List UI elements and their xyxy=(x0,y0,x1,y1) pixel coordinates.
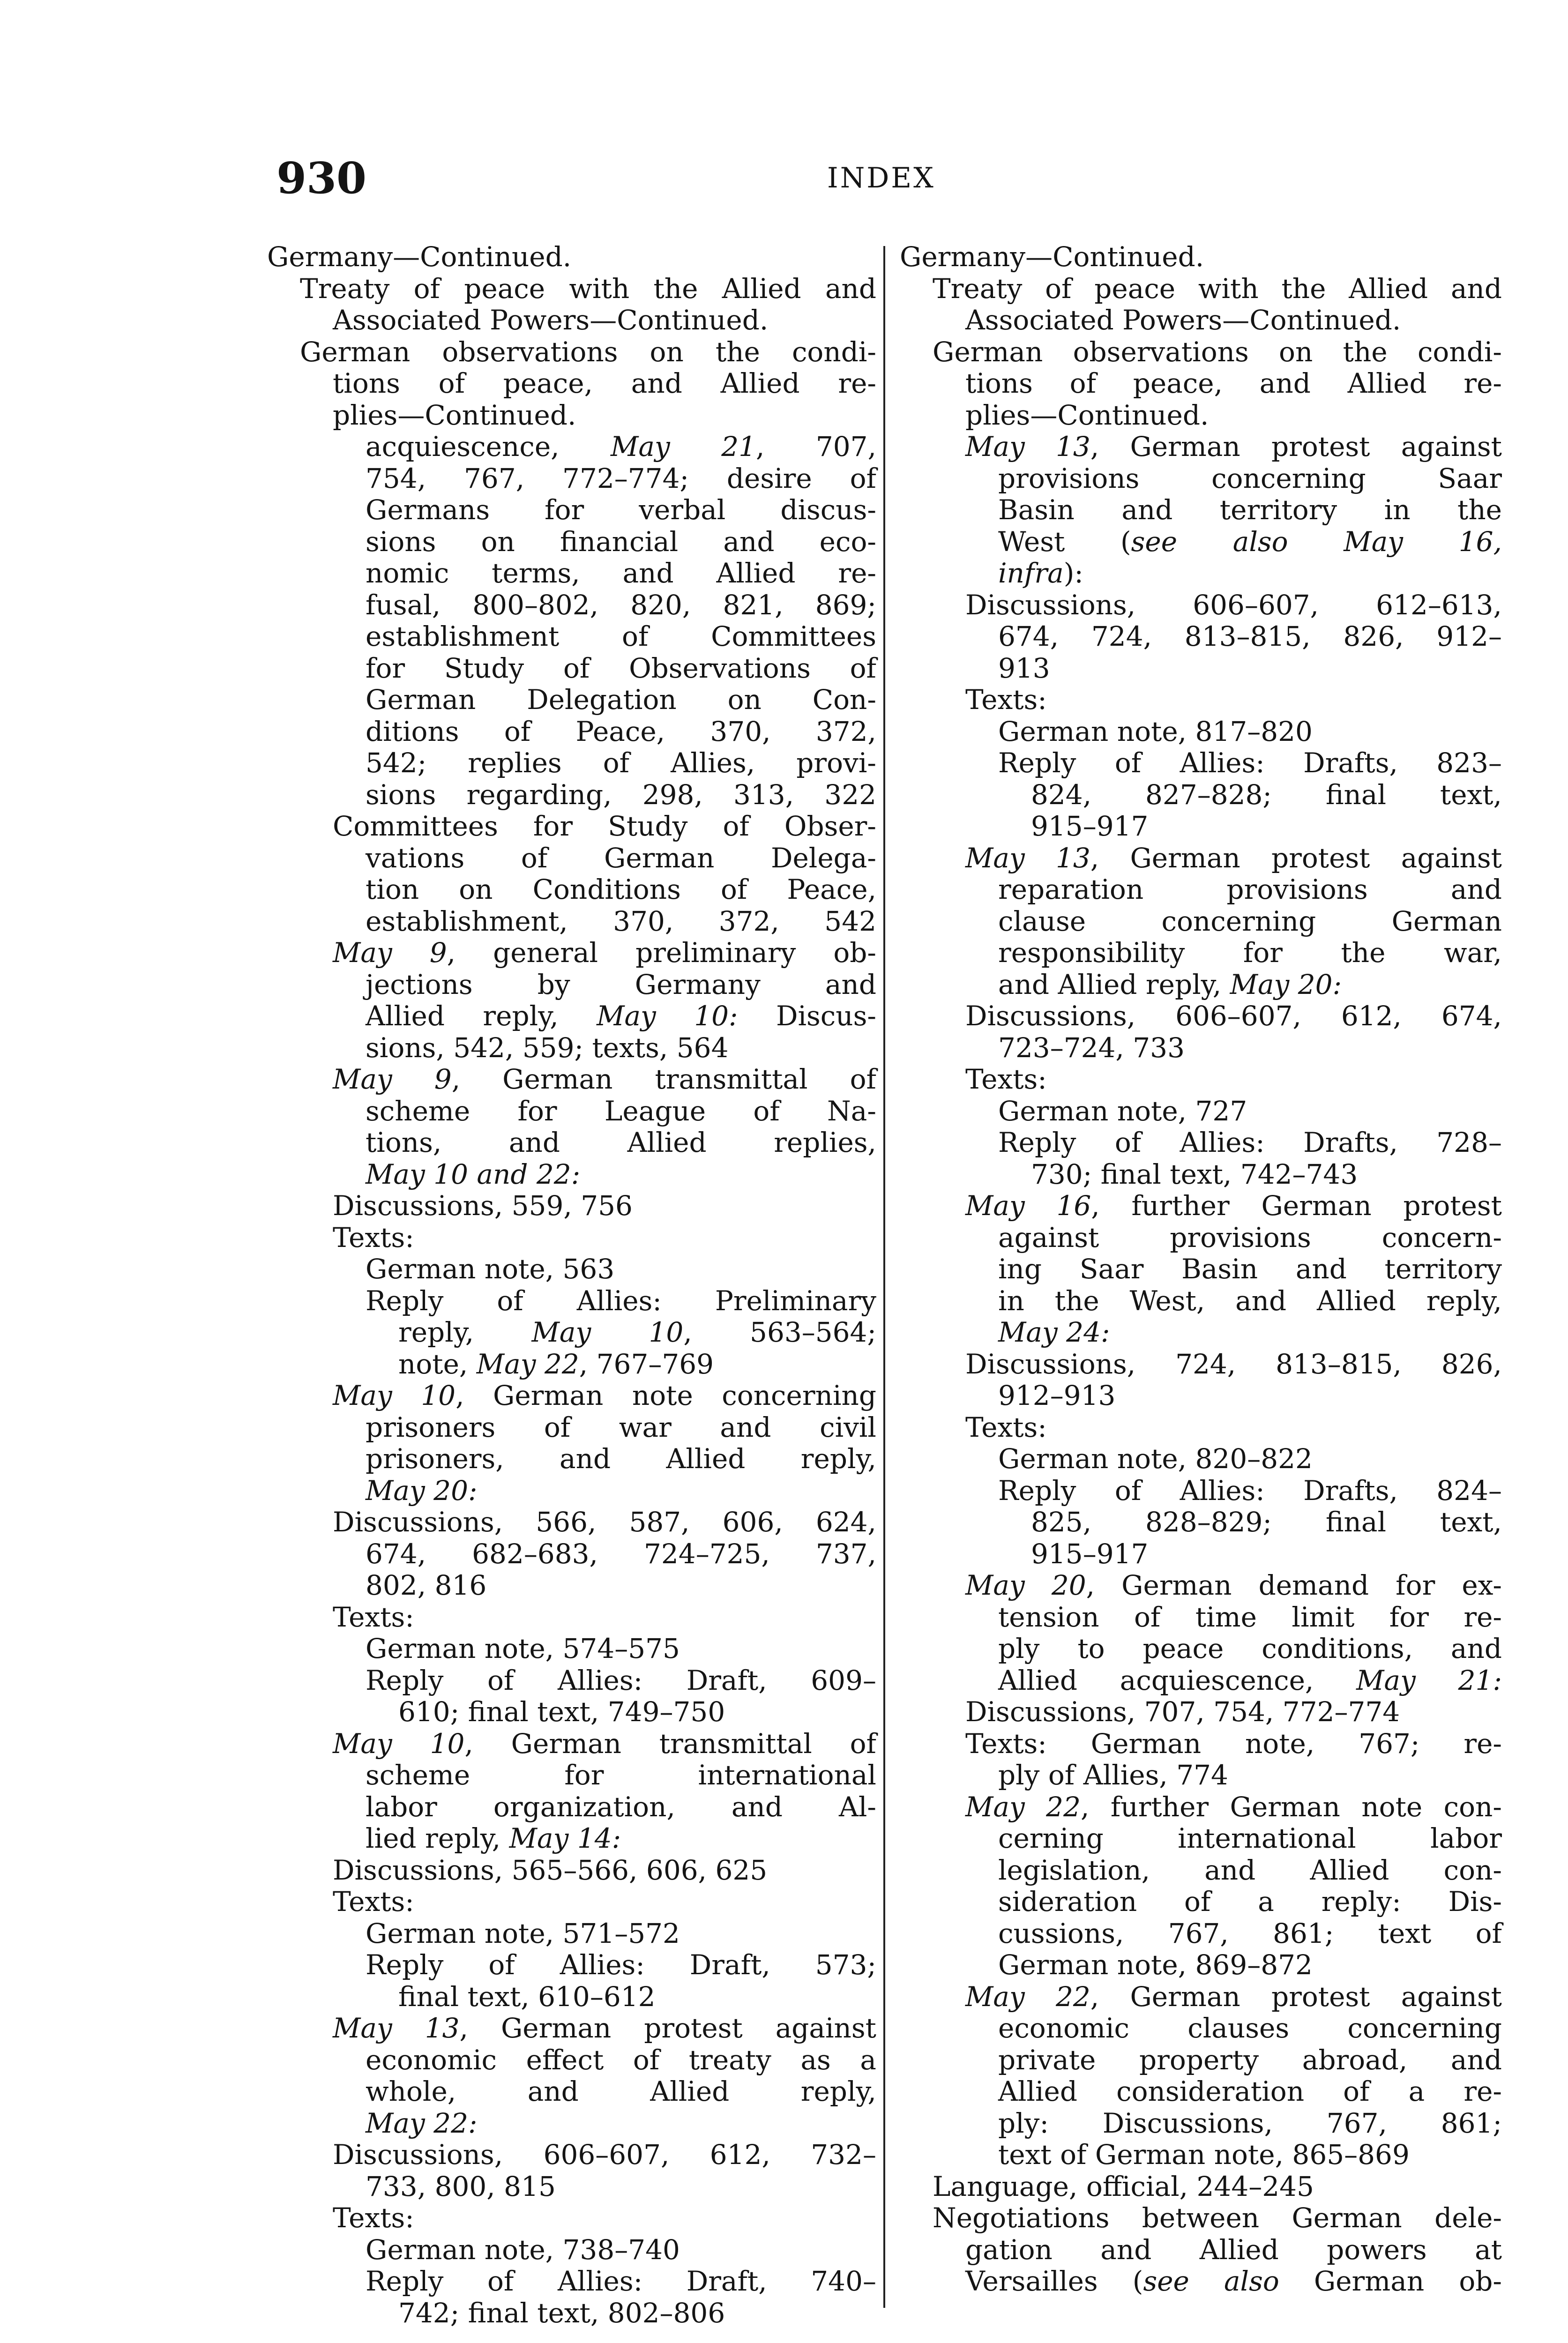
index-line: prisoners of war and civil xyxy=(366,1411,876,1443)
index-line: Discussions, 724, 813–815, 826, xyxy=(965,1348,1502,1380)
index-line: May 13, German protest against xyxy=(965,842,1502,874)
index-line: German note, 563 xyxy=(366,1253,615,1285)
index-line: May 13, German protest against xyxy=(333,2012,876,2044)
index-line: Germany—Continued. xyxy=(900,241,1204,273)
index-line: ing Saar Basin and territory xyxy=(998,1253,1502,1285)
index-line: reply, May 10, 563–564; xyxy=(398,1316,876,1348)
index-line: German Delegation on Con- xyxy=(366,684,876,716)
index-line: Associated Powers—Continued. xyxy=(333,304,769,336)
index-line: Texts: xyxy=(333,1601,414,1633)
index-line: text of German note, 865–869 xyxy=(998,2139,1410,2171)
index-line: ditions of Peace, 370, 372, xyxy=(366,715,876,747)
index-line: sideration of a reply: Dis- xyxy=(998,1886,1502,1918)
index-line: German note, 574–575 xyxy=(366,1633,680,1664)
index-line: acquiescence, May 21, 707, xyxy=(366,431,877,463)
index-line: ply to peace conditions, and xyxy=(998,1633,1502,1664)
index-line: gation and Allied powers at xyxy=(965,2233,1502,2266)
index-line: responsibility for the war, xyxy=(998,937,1502,969)
index-line: German note, 820–822 xyxy=(998,1443,1313,1475)
index-column-left xyxy=(267,241,876,2329)
index-line: Language, official, 244–245 xyxy=(933,2170,1314,2202)
index-line: May 9, general preliminary ob- xyxy=(333,937,876,969)
index-line: Discussions, 707, 754, 772–774 xyxy=(965,1696,1400,1728)
index-line: scheme for international xyxy=(366,1759,876,1791)
index-line: Texts: xyxy=(333,1221,414,1254)
index-line: May 22: xyxy=(366,2107,478,2139)
index-line: plies—Continued. xyxy=(965,399,1209,431)
index-line: Discussions, 566, 587, 606, 624, xyxy=(333,1506,876,1538)
index-line: May 22, German protest against xyxy=(965,1980,1502,2013)
index-line: whole, and Allied reply, xyxy=(366,2075,876,2107)
index-line: 610; final text, 749–750 xyxy=(398,1696,725,1728)
index-line: sions regarding, 298, 313, 322 xyxy=(366,778,876,811)
index-line: May 10, German note concerning xyxy=(333,1380,876,1411)
index-line: 825, 828–829; final text, xyxy=(1031,1506,1502,1538)
index-line: economic effect of treaty as a xyxy=(366,2044,876,2076)
index-line: May 22, further German note con- xyxy=(965,1791,1502,1823)
index-column-right xyxy=(900,241,1502,2298)
index-line: Associated Powers—Continued. xyxy=(965,304,1401,336)
index-line: German observations on the condi- xyxy=(300,336,876,368)
index-line: against provisions concern- xyxy=(998,1221,1502,1254)
index-line: lied reply, May 14: xyxy=(366,1822,621,1854)
index-line: May 13, German protest against xyxy=(965,431,1502,463)
index-line: Discussions, 606–607, 612, 674, xyxy=(965,1000,1502,1032)
index-line: reparation provisions and xyxy=(998,873,1502,905)
index-line: Texts: xyxy=(965,1411,1047,1443)
index-line: May 16, further German protest xyxy=(965,1190,1502,1222)
index-line: 674, 682–683, 724–725, 737, xyxy=(366,1537,876,1570)
index-line: 824, 827–828; final text, xyxy=(1031,778,1502,811)
index-line: Reply of Allies: Draft, 740– xyxy=(366,2265,876,2297)
page-header xyxy=(276,152,1523,204)
index-line: scheme for League of Na- xyxy=(366,1095,876,1127)
index-line: 674, 724, 813–815, 826, 912– xyxy=(998,620,1502,652)
index-line: May 20: xyxy=(366,1474,478,1507)
index-line: cerning international labor xyxy=(998,1822,1502,1854)
index-line: May 10, German transmittal of xyxy=(333,1727,876,1760)
index-line: Basin and territory in the xyxy=(998,494,1502,526)
index-line: 912–913 xyxy=(998,1380,1116,1411)
index-line: Committees for Study of Obser- xyxy=(333,810,876,842)
index-line: 730; final text, 742–743 xyxy=(1031,1158,1358,1190)
index-line: ply of Allies, 774 xyxy=(998,1759,1228,1791)
index-line: provisions concerning Saar xyxy=(998,462,1502,494)
index-line: prisoners, and Allied reply, xyxy=(366,1443,876,1475)
index-line: Allied acquiescence, May 21: xyxy=(998,1664,1502,1696)
index-line: German note, 727 xyxy=(998,1095,1247,1127)
index-line: Discussions, 559, 756 xyxy=(333,1190,633,1222)
index-line: establishment of Committees xyxy=(366,620,876,652)
index-line: Treaty of peace with the Allied and xyxy=(933,272,1502,305)
index-line: private property abroad, and xyxy=(998,2044,1502,2076)
running-head: INDEX xyxy=(827,162,935,194)
index-line: and Allied reply, May 20: xyxy=(998,968,1342,1000)
index-line: establishment, 370, 372, 542 xyxy=(366,905,876,937)
index-line: May 9, German transmittal of xyxy=(333,1063,876,1095)
index-line: 742; final text, 802–806 xyxy=(398,2297,725,2329)
index-line: Discussions, 565–566, 606, 625 xyxy=(333,1854,768,1886)
index-line: labor organization, and Al- xyxy=(366,1791,876,1823)
index-line: 915–917 xyxy=(1031,810,1149,842)
index-line: 542; replies of Allies, provi- xyxy=(366,747,876,779)
index-line: Texts: xyxy=(333,1886,414,1918)
index-line: sions, 542, 559; texts, 564 xyxy=(366,1031,729,1064)
index-line: fusal, 800–802, 820, 821, 869; xyxy=(366,589,876,621)
index-line: German note, 869–872 xyxy=(998,1949,1313,1981)
index-line: jections by Germany and xyxy=(366,968,876,1000)
index-line: Texts: xyxy=(965,684,1047,716)
index-line: Reply of Allies: Drafts, 823– xyxy=(998,747,1502,779)
index-line: tions of peace, and Allied re- xyxy=(333,367,876,399)
index-line: nomic terms, and Allied re- xyxy=(366,557,876,589)
index-line: West (see also May 16, xyxy=(998,525,1502,558)
index-line: final text, 610–612 xyxy=(398,1980,656,2013)
index-line: Texts: German note, 767; re- xyxy=(965,1727,1502,1760)
index-line: Texts: xyxy=(333,2202,414,2234)
index-line: tion on Conditions of Peace, xyxy=(366,873,876,905)
index-line: 754, 767, 772–774; desire of xyxy=(366,462,876,494)
index-line: 723–724, 733 xyxy=(998,1031,1185,1064)
index-line: legislation, and Allied con- xyxy=(998,1854,1502,1886)
index-line: tions, and Allied replies, xyxy=(366,1127,876,1158)
index-line: economic clauses concerning xyxy=(998,2012,1502,2044)
index-line: German note, 738–740 xyxy=(366,2233,680,2266)
index-line: Germany—Continued. xyxy=(267,241,572,273)
index-line: Reply of Allies: Draft, 573; xyxy=(366,1949,876,1981)
index-line: German note, 571–572 xyxy=(366,1917,680,1949)
index-line: infra): xyxy=(998,557,1083,589)
page-number: 930 xyxy=(276,153,367,203)
index-line: clause concerning German xyxy=(998,905,1502,937)
index-line: Negotiations between German dele- xyxy=(933,2202,1502,2234)
index-line: Texts: xyxy=(965,1063,1047,1095)
index-line: Reply of Allies: Drafts, 728– xyxy=(998,1127,1502,1158)
index-line: Discussions, 606–607, 612–613, xyxy=(965,589,1502,621)
index-line: Reply of Allies: Preliminary xyxy=(366,1284,876,1317)
index-line: for Study of Observations of xyxy=(366,652,876,684)
index-line: Discussions, 606–607, 612, 732– xyxy=(333,2139,876,2171)
index-line: in the West, and Allied reply, xyxy=(998,1284,1502,1317)
column-divider xyxy=(883,246,885,2308)
index-line: vations of German Delega- xyxy=(366,842,876,874)
index-line: May 24: xyxy=(998,1316,1110,1348)
index-line: tions of peace, and Allied re- xyxy=(965,367,1502,399)
index-line: May 20, German demand for ex- xyxy=(965,1569,1502,1601)
index-line: Versailles (see also German ob- xyxy=(965,2265,1502,2297)
index-line: 915–917 xyxy=(1031,1537,1149,1570)
index-line: plies—Continued. xyxy=(333,399,576,431)
index-line: Reply of Allies: Draft, 609– xyxy=(366,1664,876,1696)
index-line: Treaty of peace with the Allied and xyxy=(300,272,876,305)
index-line: 802, 816 xyxy=(366,1569,487,1601)
index-line: German observations on the condi- xyxy=(933,336,1502,368)
index-line: German note, 817–820 xyxy=(998,715,1313,747)
index-line: 733, 800, 815 xyxy=(366,2170,556,2202)
index-line: 913 xyxy=(998,652,1050,684)
index-line: Reply of Allies: Drafts, 824– xyxy=(998,1474,1502,1507)
index-line: cussions, 767, 861; text of xyxy=(998,1917,1502,1949)
index-line: tension of time limit for re- xyxy=(998,1601,1502,1633)
index-line: note, May 22, 767–769 xyxy=(398,1348,714,1380)
index-line: May 10 and 22: xyxy=(366,1158,581,1190)
index-line: Germans for verbal discus- xyxy=(366,494,876,526)
index-line: Allied consideration of a re- xyxy=(998,2075,1502,2107)
index-line: Allied reply, May 10: Discus- xyxy=(366,1000,876,1032)
index-line: sions on financial and eco- xyxy=(366,525,876,558)
index-line: ply: Discussions, 767, 861; xyxy=(998,2107,1502,2139)
